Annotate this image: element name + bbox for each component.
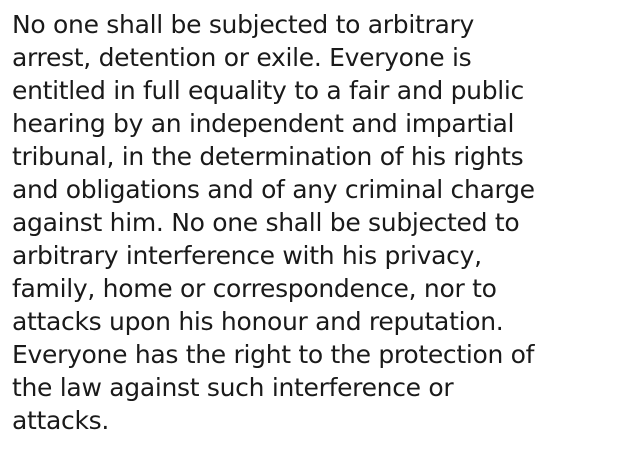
- text-line-5: tribunal, in the determination of his rights: [12, 142, 524, 171]
- text-line-4: hearing by an independent and impartial: [12, 109, 515, 138]
- text-line-8: arbitrary interference with his privacy,: [12, 241, 482, 270]
- text-line-1: No one shall be subjected to arbitrary: [12, 10, 474, 39]
- text-line-2: arrest, detention or exile. Everyone is: [12, 43, 472, 72]
- text-line-13: attacks.: [12, 406, 110, 435]
- text-line-10: attacks upon his honour and reputation.: [12, 307, 504, 336]
- text-line-3: entitled in full equality to a fair and public: [12, 76, 524, 105]
- text-line-6: and obligations and of any criminal charge: [12, 175, 535, 204]
- text-line-7: against him. No one shall be subjected to: [12, 208, 520, 237]
- text-line-11: Everyone has the right to the protection of: [12, 340, 535, 369]
- text-line-12: the law against such interference or: [12, 373, 454, 402]
- text-line-9: family, home or correspondence, nor to: [12, 274, 497, 303]
- body-text: [12, 8, 617, 437]
